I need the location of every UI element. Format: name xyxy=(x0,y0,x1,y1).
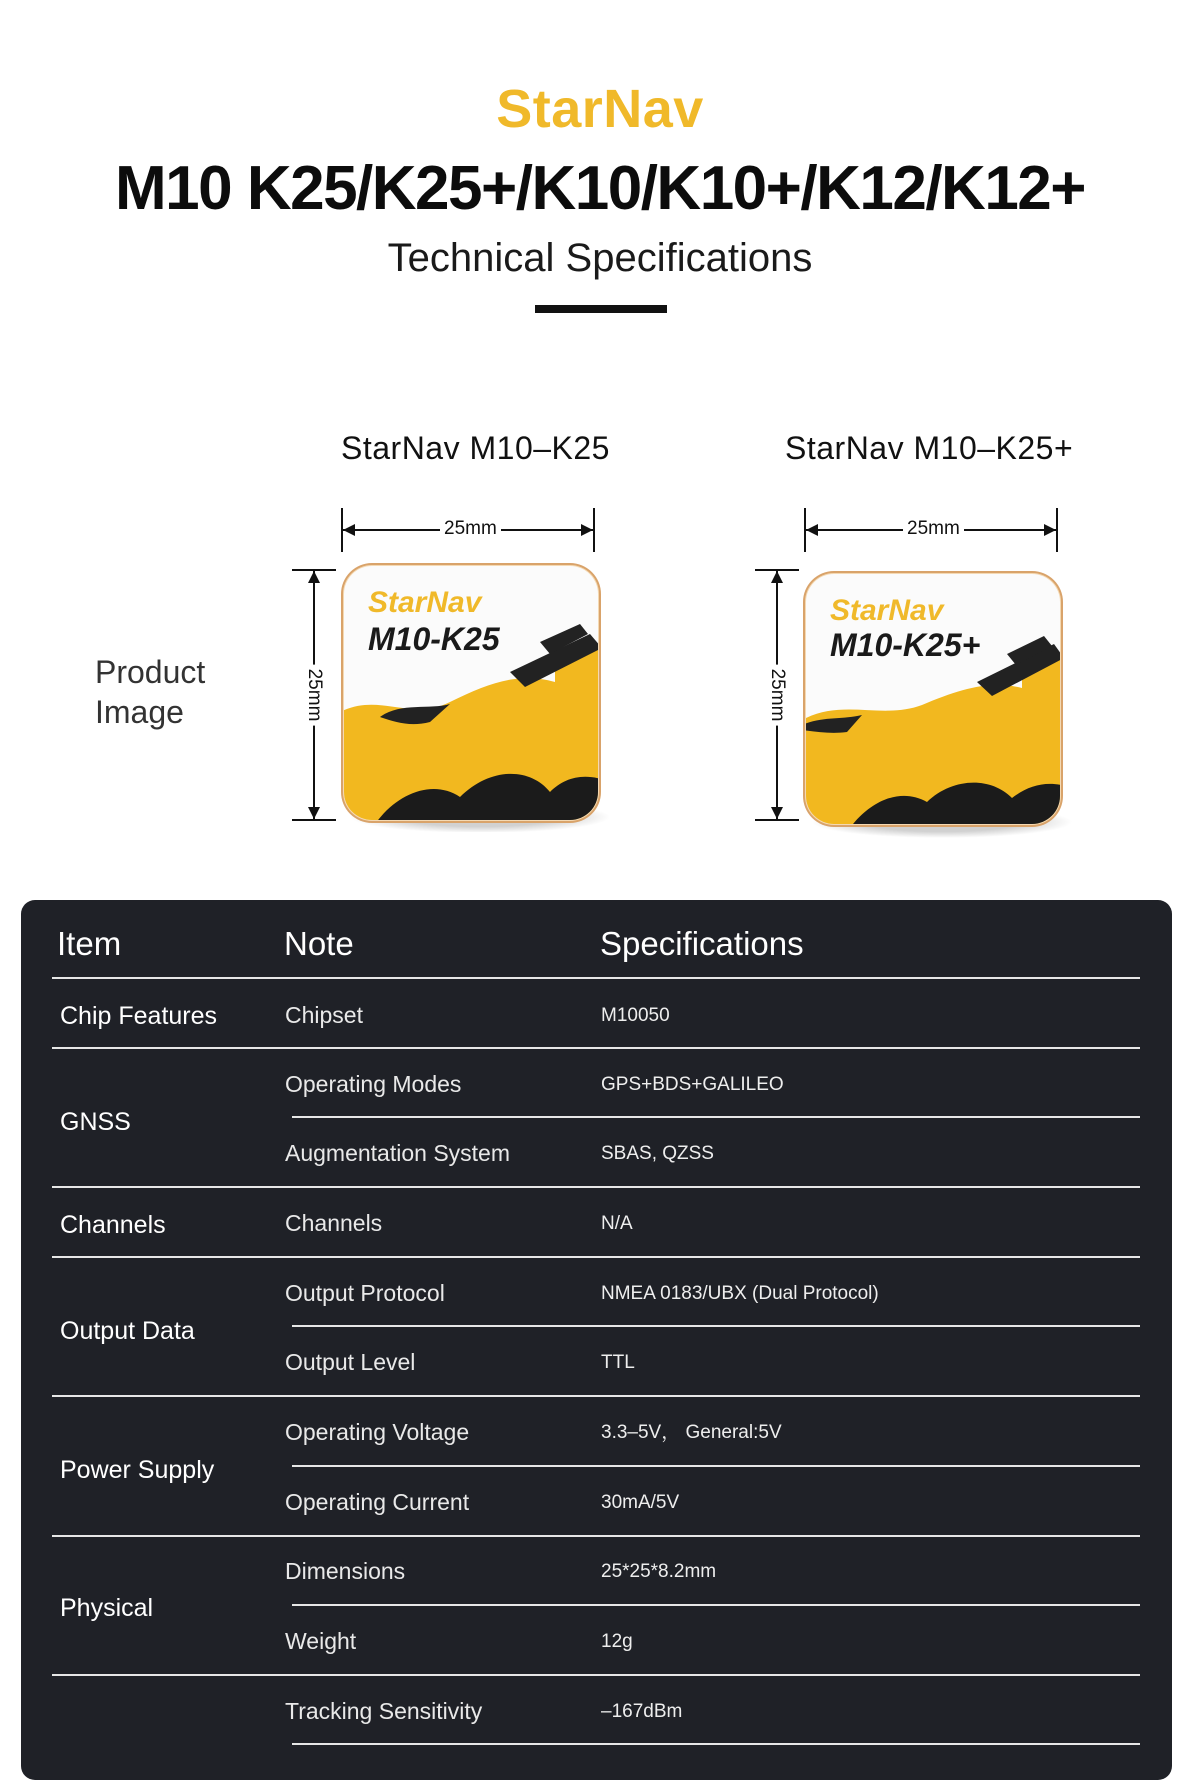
title-underline xyxy=(535,305,667,313)
product-image-label: Product Image xyxy=(95,654,206,730)
sub-row-divider xyxy=(292,1325,1140,1327)
row-divider xyxy=(52,1535,1140,1537)
width-label: 25mm xyxy=(440,518,501,540)
width-dimension-k25-plus xyxy=(804,508,1058,552)
sub-row-divider xyxy=(292,1465,1140,1467)
spec-operating-current: 30mA/5V xyxy=(601,1492,680,1513)
module-brand-text: StarNav xyxy=(830,594,944,627)
spec-operating-modes: GPS+BDS+GALILEO xyxy=(601,1074,784,1095)
spec-output-protocol: NMEA 0183/UBX (Dual Protocol) xyxy=(601,1283,879,1304)
module-brand-text: StarNav xyxy=(368,586,482,619)
module-model-text: M10-K25 xyxy=(368,621,500,657)
spec-operating-voltage: 3.3–5V， General:5V xyxy=(601,1422,782,1443)
item-channels: Channels xyxy=(60,1211,166,1239)
note-operating-modes: Operating Modes xyxy=(285,1071,462,1097)
sub-row-divider xyxy=(292,1604,1140,1606)
brand-title: StarNav xyxy=(496,79,704,139)
row-divider xyxy=(52,1186,1140,1188)
row-divider xyxy=(52,1256,1140,1258)
spec-chipset: M10050 xyxy=(601,1005,670,1026)
width-label: 25mm xyxy=(903,518,964,540)
page-subtitle: Technical Specifications xyxy=(387,236,813,280)
spec-augmentation-system: SBAS, QZSS xyxy=(601,1143,714,1164)
item-power-supply: Power Supply xyxy=(60,1456,215,1484)
product-name-k25-plus: StarNav M10–K25+ xyxy=(785,430,1074,466)
spec-output-level: TTL xyxy=(601,1352,635,1373)
row-divider xyxy=(52,1047,1140,1049)
note-operating-current: Operating Current xyxy=(285,1489,470,1515)
gps-module-image-k25-plus xyxy=(802,570,1072,840)
item-gnss: GNSS xyxy=(60,1108,131,1136)
note-augmentation-system: Augmentation System xyxy=(285,1140,511,1166)
model-list-title: M10 K25/K25+/K10/K10+/K12/K12+ xyxy=(114,154,1085,223)
spec-tracking-sensitivity: –167dBm xyxy=(601,1701,683,1722)
header-divider xyxy=(52,977,1140,979)
note-output-protocol: Output Protocol xyxy=(285,1280,445,1306)
row-divider xyxy=(52,1674,1140,1676)
spec-dimensions: 25*25*8.2mm xyxy=(601,1561,717,1582)
note-operating-voltage: Operating Voltage xyxy=(285,1419,470,1445)
product-name-k25: StarNav M10–K25 xyxy=(341,430,610,466)
gps-module-image-k25 xyxy=(340,562,610,832)
spec-weight: 12g xyxy=(601,1631,633,1652)
item-physical: Physical xyxy=(60,1594,154,1622)
note-output-level: Output Level xyxy=(285,1349,416,1375)
note-chipset: Chipset xyxy=(285,1002,363,1028)
header-item: Item xyxy=(57,925,122,962)
note-dimensions: Dimensions xyxy=(285,1558,406,1584)
module-model-text: M10-K25+ xyxy=(830,627,981,663)
height-dimension-k25 xyxy=(292,569,336,821)
header-specifications: Specifications xyxy=(600,925,804,962)
height-dimension-k25-plus xyxy=(755,569,799,821)
item-chip-features: Chip Features xyxy=(60,1002,218,1030)
spec-channels: N/A xyxy=(601,1213,633,1234)
row-divider xyxy=(52,1395,1140,1397)
height-label: 25mm xyxy=(303,665,325,726)
header-note: Note xyxy=(284,925,354,962)
height-label: 25mm xyxy=(766,665,788,726)
width-dimension-k25 xyxy=(341,508,595,552)
note-channels: Channels xyxy=(285,1210,383,1236)
sub-row-divider xyxy=(292,1116,1140,1118)
note-weight: Weight xyxy=(285,1628,357,1654)
sub-row-divider xyxy=(292,1743,1140,1745)
item-output-data: Output Data xyxy=(60,1317,195,1345)
note-tracking-sensitivity: Tracking Sensitivity xyxy=(285,1698,483,1724)
